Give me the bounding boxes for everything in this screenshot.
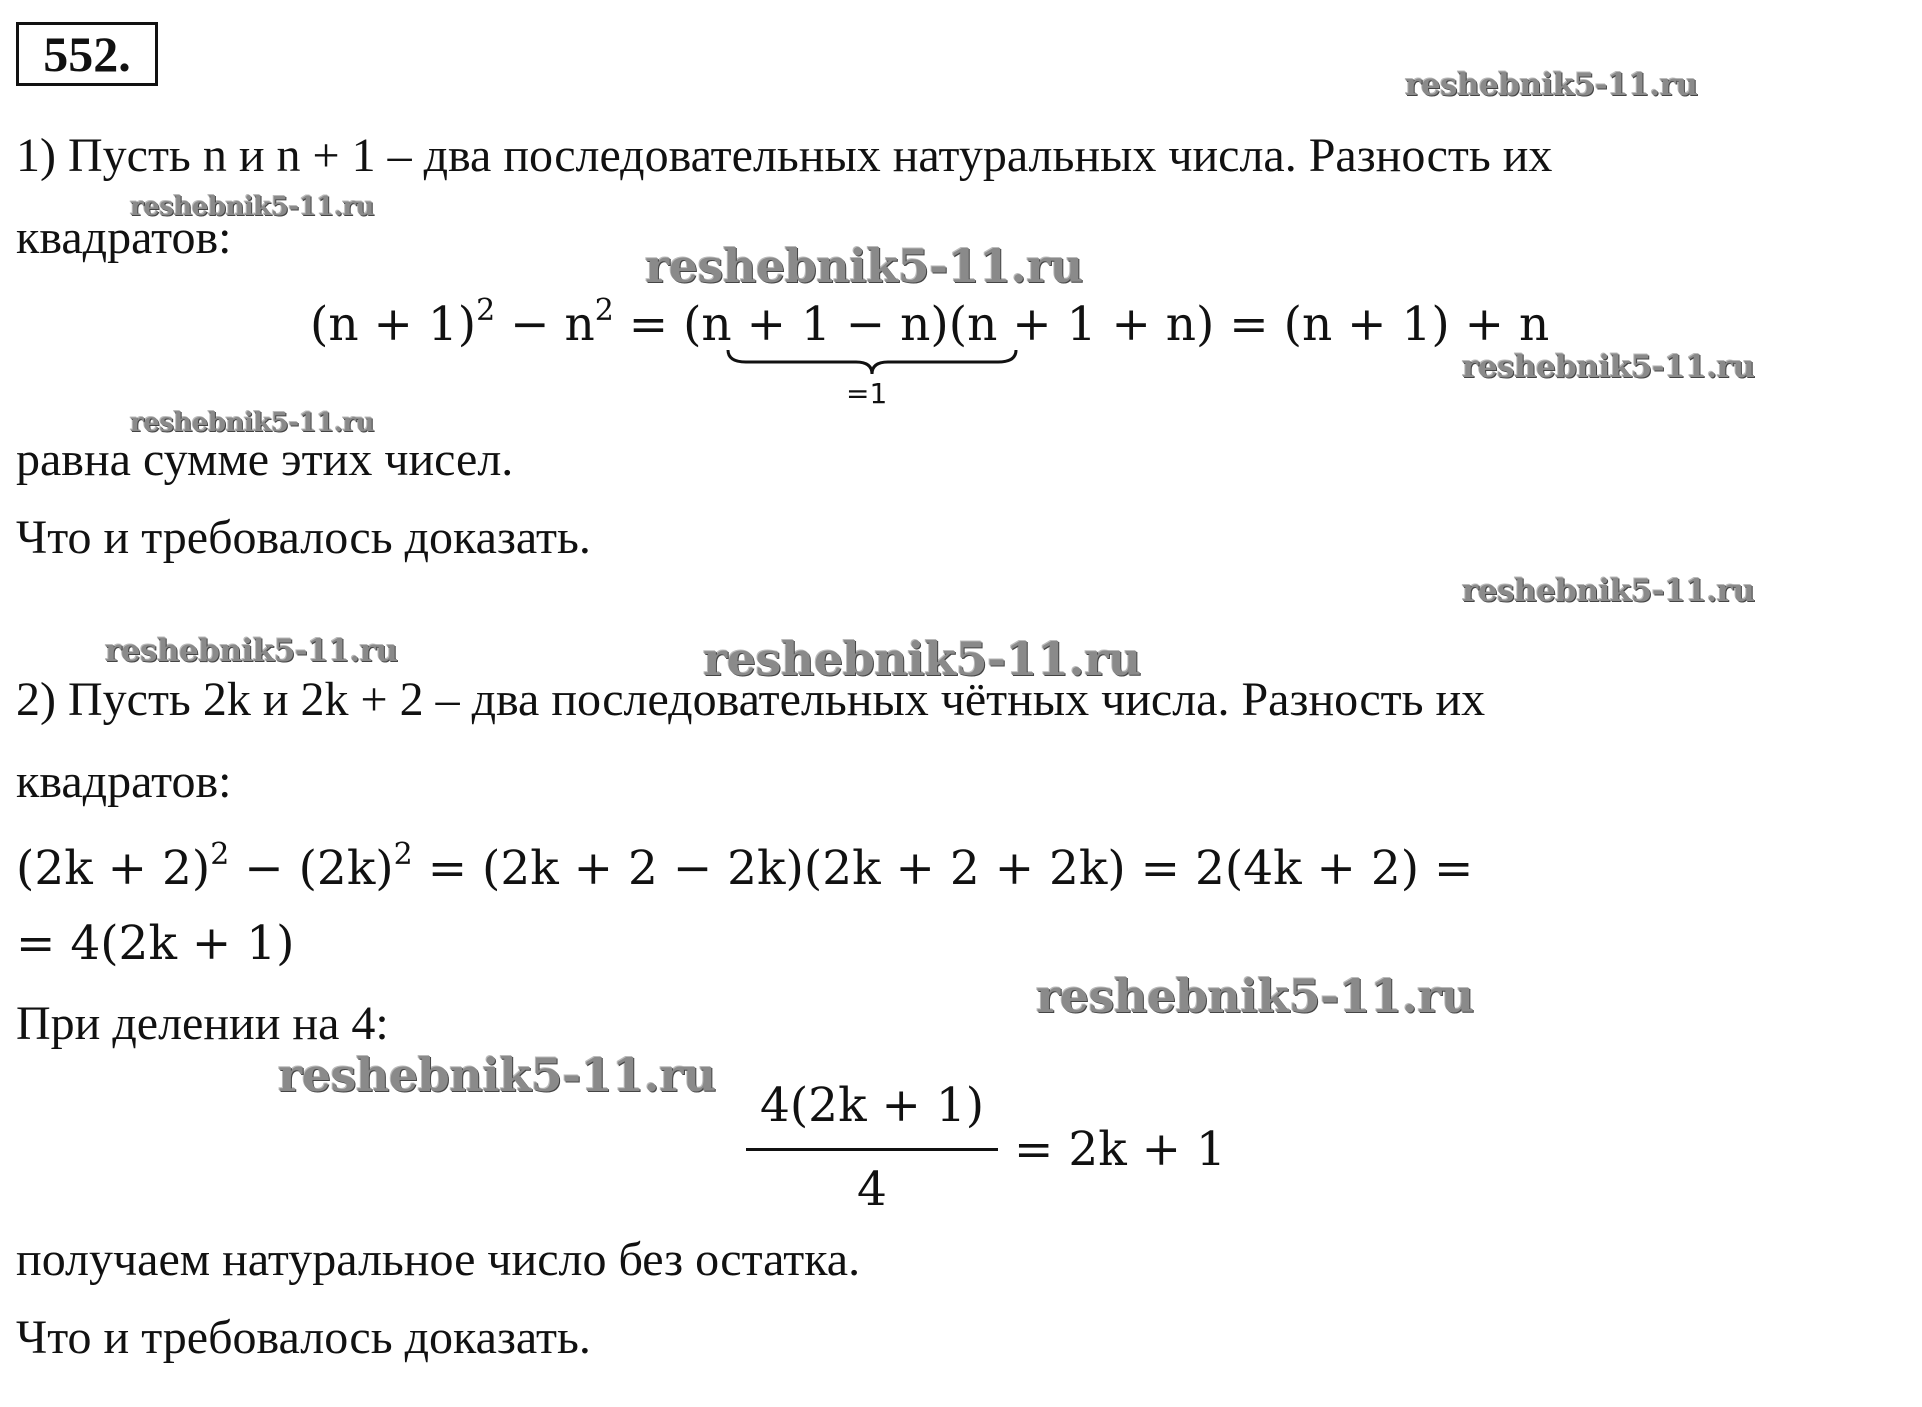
eq-term: (2k + 2) — [16, 841, 211, 896]
eq-exponent: 2 — [393, 837, 413, 872]
part2-division-label: При делении на 4: — [16, 997, 389, 1050]
eq-exponent: 2 — [594, 293, 614, 328]
part1-conclusion: равна сумме этих чисел. — [16, 433, 514, 486]
part1-squares-label: квадратов: — [16, 211, 232, 264]
part2-squares-label: квадратов: — [16, 755, 232, 808]
watermark: reshebnik5-11.ru — [105, 633, 398, 669]
watermark: reshebnik5-11.ru — [1036, 969, 1474, 1023]
eq-exponent: 2 — [476, 293, 496, 328]
eq-rest: (n + 1 + n) = (n + 1) + n — [948, 297, 1550, 352]
underbrace — [726, 348, 1018, 376]
problem-number: 552. — [16, 22, 158, 86]
part2-equation-2: = 4(2k + 1) — [16, 916, 295, 971]
part2-qed: Что и требовалось доказать. — [16, 1311, 591, 1364]
eq-equals: = — [613, 297, 684, 352]
watermark: reshebnik5-11.ru — [130, 192, 375, 222]
part1-equation — [310, 293, 1550, 352]
eq-rest: = (2k + 2 − 2k)(2k + 2 + 2k) = 2(4k + 2) = — [412, 841, 1474, 896]
part1-qed: Что и требовалось доказать. — [16, 511, 591, 564]
part2-conclusion: получаем натуральное число без остатка. — [16, 1233, 861, 1286]
eq-underbraced-term: (n + 1 − n) — [683, 297, 949, 352]
part2-intro-line: 2) Пусть 2k и 2k + 2 – два последовательных чётных числа. Разность их — [16, 673, 1486, 726]
eq-exponent: 2 — [210, 837, 230, 872]
fraction-result: = 2k + 1 — [1014, 1122, 1226, 1177]
part2-equation-1 — [16, 837, 1474, 896]
fraction-denominator: 4 — [857, 1162, 887, 1217]
watermark: reshebnik5-11.ru — [645, 239, 1083, 293]
watermark: reshebnik5-11.ru — [1462, 573, 1755, 609]
eq-left: (n + 1) — [310, 297, 477, 352]
watermark: reshebnik5-11.ru — [703, 632, 1141, 686]
eq-mid: − n — [495, 297, 595, 352]
part1-intro-line: 1) Пусть n и n + 1 – два последовательных натуральных числа. Разность их — [16, 129, 1553, 182]
watermark: reshebnik5-11.ru — [130, 408, 375, 438]
watermark: reshebnik5-11.ru — [1405, 67, 1698, 103]
watermark: reshebnik5-11.ru — [1462, 349, 1755, 385]
underbrace-label: =1 — [846, 377, 888, 410]
fraction-bar — [746, 1148, 998, 1151]
watermark: reshebnik5-11.ru — [278, 1048, 716, 1102]
fraction-numerator: 4(2k + 1) — [759, 1078, 985, 1133]
eq-term: − (2k) — [229, 841, 394, 896]
